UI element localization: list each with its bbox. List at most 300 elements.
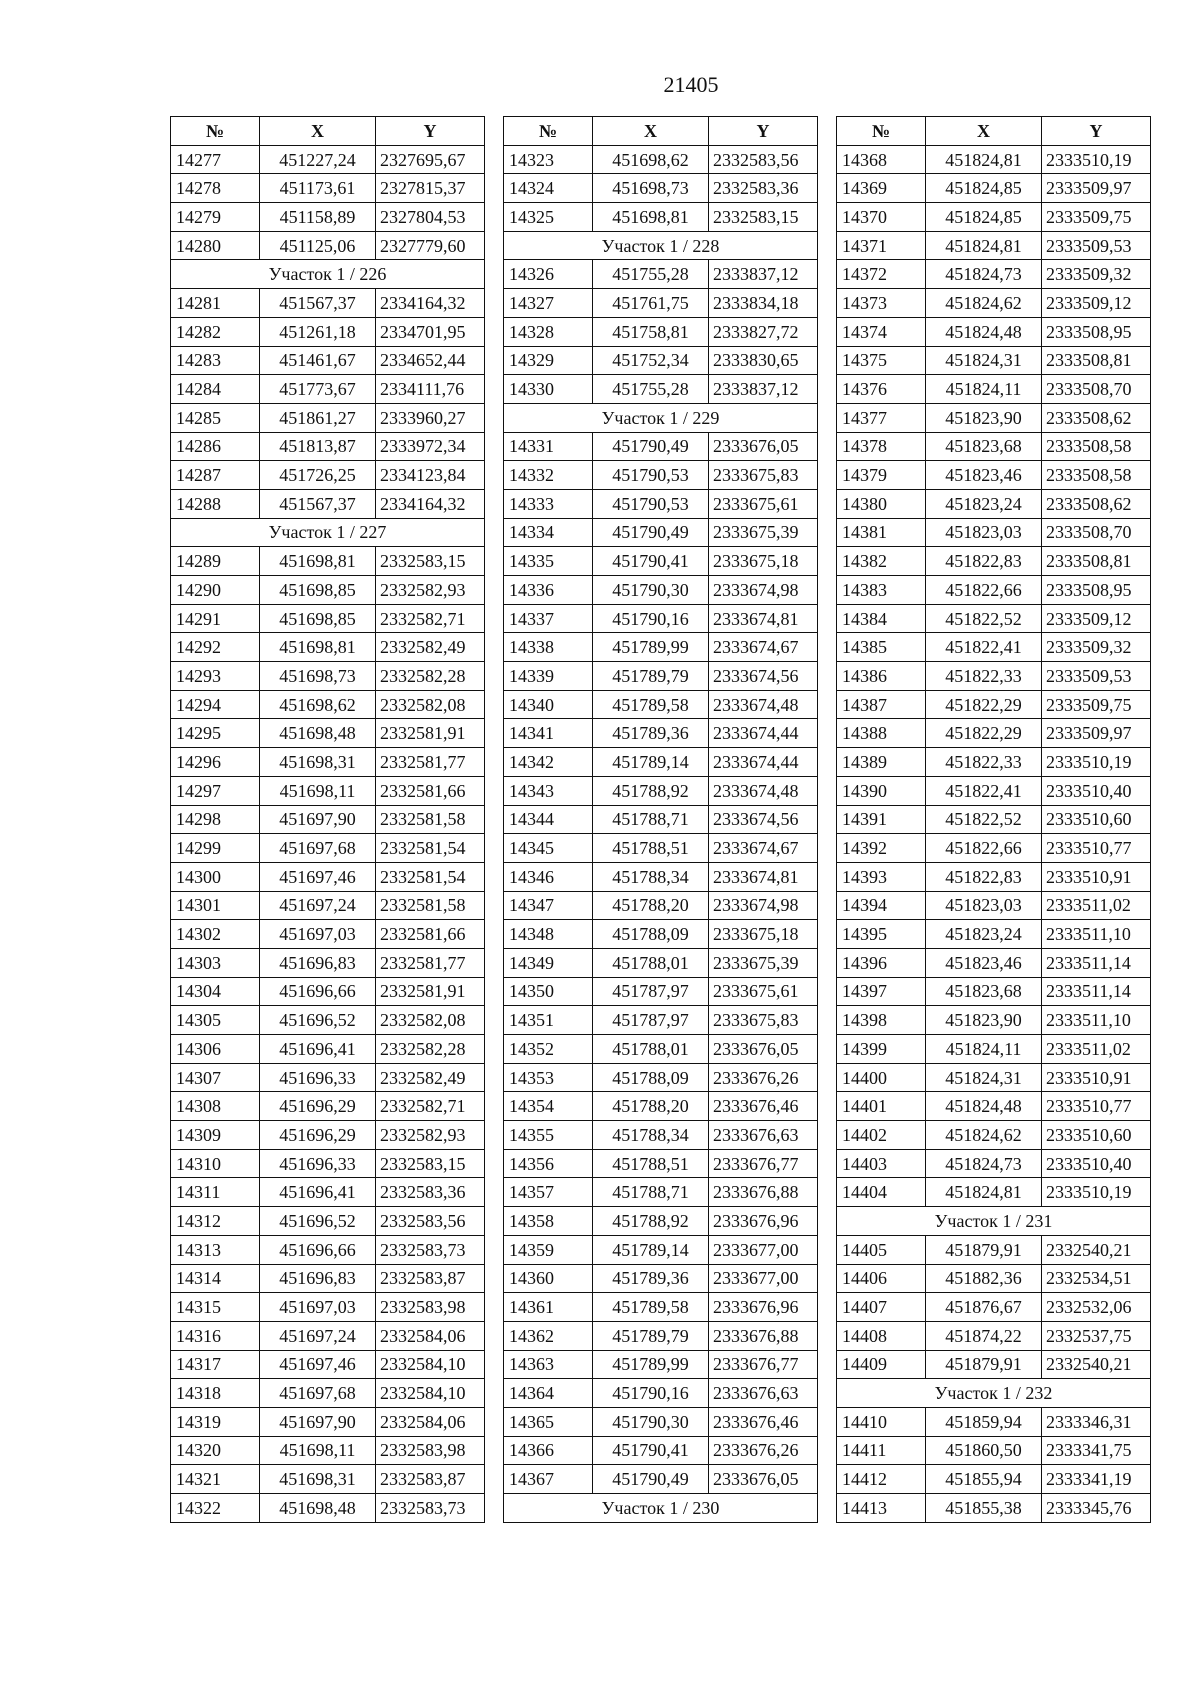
table-row bbox=[171, 776, 485, 805]
table-row bbox=[504, 1149, 818, 1178]
cell-x-coordinate: 451696,66 bbox=[260, 977, 376, 1006]
coordinates-table-2 bbox=[503, 116, 818, 1523]
cell-y-coordinate: 2333509,75 bbox=[1042, 690, 1151, 719]
cell-y-coordinate: 2334164,32 bbox=[376, 289, 485, 318]
cell-y-coordinate: 2333676,96 bbox=[709, 1293, 818, 1322]
cell-point-number: 14390 bbox=[837, 776, 926, 805]
table-row bbox=[171, 547, 485, 576]
table-row bbox=[837, 461, 1151, 490]
cell-point-number: 14409 bbox=[837, 1350, 926, 1379]
table-row bbox=[504, 518, 818, 547]
table-row bbox=[171, 145, 485, 174]
cell-x-coordinate: 451790,41 bbox=[593, 1436, 709, 1465]
cell-point-number: 14401 bbox=[837, 1092, 926, 1121]
table-row bbox=[504, 289, 818, 318]
table-row bbox=[171, 1149, 485, 1178]
cell-y-coordinate: 2333508,81 bbox=[1042, 346, 1151, 375]
cell-y-coordinate: 2333509,53 bbox=[1042, 662, 1151, 691]
cell-x-coordinate: 451859,94 bbox=[926, 1407, 1042, 1436]
cell-x-coordinate: 451822,41 bbox=[926, 776, 1042, 805]
cell-point-number: 14303 bbox=[171, 948, 260, 977]
cell-y-coordinate: 2333674,98 bbox=[709, 576, 818, 605]
cell-y-coordinate: 2333508,62 bbox=[1042, 403, 1151, 432]
cell-x-coordinate: 451824,11 bbox=[926, 1035, 1042, 1064]
cell-point-number: 14278 bbox=[171, 174, 260, 203]
cell-x-coordinate: 451788,20 bbox=[593, 1092, 709, 1121]
table-row bbox=[504, 1436, 818, 1465]
cell-y-coordinate: 2333509,12 bbox=[1042, 604, 1151, 633]
table-row bbox=[171, 690, 485, 719]
cell-y-coordinate: 2333676,05 bbox=[709, 1465, 818, 1494]
cell-point-number: 14299 bbox=[171, 834, 260, 863]
table-row bbox=[837, 1465, 1151, 1494]
section-row bbox=[504, 403, 818, 432]
cell-point-number: 14399 bbox=[837, 1035, 926, 1064]
cell-y-coordinate: 2332583,15 bbox=[376, 547, 485, 576]
cell-x-coordinate: 451696,29 bbox=[260, 1121, 376, 1150]
cell-x-coordinate: 451824,81 bbox=[926, 231, 1042, 260]
cell-x-coordinate: 451823,90 bbox=[926, 1006, 1042, 1035]
cell-y-coordinate: 2332583,15 bbox=[709, 203, 818, 232]
table-row bbox=[837, 174, 1151, 203]
cell-x-coordinate: 451788,71 bbox=[593, 1178, 709, 1207]
cell-x-coordinate: 451789,58 bbox=[593, 1293, 709, 1322]
cell-y-coordinate: 2333511,14 bbox=[1042, 948, 1151, 977]
cell-x-coordinate: 451726,25 bbox=[260, 461, 376, 490]
cell-y-coordinate: 2333510,77 bbox=[1042, 1092, 1151, 1121]
cell-x-coordinate: 451755,28 bbox=[593, 375, 709, 404]
cell-x-coordinate: 451876,67 bbox=[926, 1293, 1042, 1322]
cell-x-coordinate: 451861,27 bbox=[260, 403, 376, 432]
cell-point-number: 14363 bbox=[504, 1350, 593, 1379]
cell-point-number: 14301 bbox=[171, 891, 260, 920]
cell-y-coordinate: 2333511,10 bbox=[1042, 1006, 1151, 1035]
cell-point-number: 14384 bbox=[837, 604, 926, 633]
cell-y-coordinate: 2333676,77 bbox=[709, 1149, 818, 1178]
cell-x-coordinate: 451696,83 bbox=[260, 1264, 376, 1293]
cell-x-coordinate: 451823,46 bbox=[926, 948, 1042, 977]
cell-point-number: 14314 bbox=[171, 1264, 260, 1293]
cell-x-coordinate: 451158,89 bbox=[260, 203, 376, 232]
cell-y-coordinate: 2333508,70 bbox=[1042, 518, 1151, 547]
cell-x-coordinate: 451790,49 bbox=[593, 432, 709, 461]
cell-x-coordinate: 451698,31 bbox=[260, 1465, 376, 1494]
section-title: Участок 1 / 226 bbox=[171, 260, 485, 289]
cell-x-coordinate: 451822,33 bbox=[926, 748, 1042, 777]
table-row bbox=[837, 633, 1151, 662]
cell-y-coordinate: 2334164,32 bbox=[376, 489, 485, 518]
cell-x-coordinate: 451860,50 bbox=[926, 1436, 1042, 1465]
cell-x-coordinate: 451698,85 bbox=[260, 604, 376, 633]
cell-y-coordinate: 2333676,26 bbox=[709, 1436, 818, 1465]
cell-y-coordinate: 2332582,71 bbox=[376, 604, 485, 633]
cell-y-coordinate: 2327779,60 bbox=[376, 231, 485, 260]
table-row bbox=[837, 805, 1151, 834]
cell-x-coordinate: 451697,03 bbox=[260, 1293, 376, 1322]
cell-x-coordinate: 451823,68 bbox=[926, 432, 1042, 461]
table-row bbox=[504, 145, 818, 174]
cell-point-number: 14329 bbox=[504, 346, 593, 375]
cell-point-number: 14316 bbox=[171, 1321, 260, 1350]
cell-y-coordinate: 2332583,73 bbox=[376, 1494, 485, 1523]
cell-point-number: 14325 bbox=[504, 203, 593, 232]
cell-point-number: 14287 bbox=[171, 461, 260, 490]
cell-x-coordinate: 451567,37 bbox=[260, 489, 376, 518]
table-row bbox=[837, 1293, 1151, 1322]
cell-y-coordinate: 2332581,58 bbox=[376, 805, 485, 834]
cell-y-coordinate: 2332582,49 bbox=[376, 1063, 485, 1092]
cell-x-coordinate: 451824,31 bbox=[926, 1063, 1042, 1092]
cell-x-coordinate: 451697,90 bbox=[260, 1407, 376, 1436]
table-row bbox=[837, 1178, 1151, 1207]
cell-y-coordinate: 2333834,18 bbox=[709, 289, 818, 318]
cell-point-number: 14296 bbox=[171, 748, 260, 777]
cell-point-number: 14288 bbox=[171, 489, 260, 518]
table-row bbox=[171, 461, 485, 490]
table-row bbox=[171, 289, 485, 318]
table-row bbox=[171, 375, 485, 404]
table-row bbox=[171, 231, 485, 260]
table-row bbox=[171, 174, 485, 203]
cell-x-coordinate: 451788,09 bbox=[593, 920, 709, 949]
cell-y-coordinate: 2333510,40 bbox=[1042, 1149, 1151, 1178]
cell-y-coordinate: 2333676,88 bbox=[709, 1178, 818, 1207]
cell-point-number: 14362 bbox=[504, 1321, 593, 1350]
cell-point-number: 14402 bbox=[837, 1121, 926, 1150]
cell-y-coordinate: 2332584,06 bbox=[376, 1407, 485, 1436]
cell-point-number: 14337 bbox=[504, 604, 593, 633]
cell-x-coordinate: 451787,97 bbox=[593, 977, 709, 1006]
cell-point-number: 14294 bbox=[171, 690, 260, 719]
section-row bbox=[504, 231, 818, 260]
cell-x-coordinate: 451824,73 bbox=[926, 1149, 1042, 1178]
cell-y-coordinate: 2333510,19 bbox=[1042, 1178, 1151, 1207]
cell-point-number: 14306 bbox=[171, 1035, 260, 1064]
table-row bbox=[504, 1178, 818, 1207]
cell-point-number: 14403 bbox=[837, 1149, 926, 1178]
cell-point-number: 14319 bbox=[171, 1407, 260, 1436]
table-row bbox=[171, 662, 485, 691]
cell-x-coordinate: 451824,31 bbox=[926, 346, 1042, 375]
cell-y-coordinate: 2333508,95 bbox=[1042, 576, 1151, 605]
cell-y-coordinate: 2327815,37 bbox=[376, 174, 485, 203]
cell-point-number: 14407 bbox=[837, 1293, 926, 1322]
cell-point-number: 14373 bbox=[837, 289, 926, 318]
cell-point-number: 14285 bbox=[171, 403, 260, 432]
column-header-no: № bbox=[504, 117, 593, 146]
cell-y-coordinate: 2334111,76 bbox=[376, 375, 485, 404]
cell-y-coordinate: 2333511,02 bbox=[1042, 1035, 1151, 1064]
cell-x-coordinate: 451698,81 bbox=[593, 203, 709, 232]
table-row bbox=[837, 662, 1151, 691]
cell-x-coordinate: 451788,51 bbox=[593, 834, 709, 863]
table-row bbox=[171, 719, 485, 748]
cell-x-coordinate: 451788,51 bbox=[593, 1149, 709, 1178]
table-row bbox=[504, 1207, 818, 1236]
cell-point-number: 14279 bbox=[171, 203, 260, 232]
cell-x-coordinate: 451697,46 bbox=[260, 1350, 376, 1379]
table-row bbox=[171, 1321, 485, 1350]
cell-x-coordinate: 451824,62 bbox=[926, 1121, 1042, 1150]
table-row bbox=[504, 1264, 818, 1293]
table-row bbox=[837, 1035, 1151, 1064]
section-title: Участок 1 / 230 bbox=[504, 1494, 818, 1523]
cell-x-coordinate: 451696,29 bbox=[260, 1092, 376, 1121]
cell-y-coordinate: 2333511,14 bbox=[1042, 977, 1151, 1006]
section-row bbox=[837, 1379, 1151, 1408]
cell-point-number: 14387 bbox=[837, 690, 926, 719]
table-row bbox=[504, 948, 818, 977]
cell-y-coordinate: 2332581,66 bbox=[376, 920, 485, 949]
table-row bbox=[837, 1235, 1151, 1264]
cell-x-coordinate: 451882,36 bbox=[926, 1264, 1042, 1293]
cell-y-coordinate: 2333675,83 bbox=[709, 461, 818, 490]
cell-y-coordinate: 2333674,48 bbox=[709, 690, 818, 719]
cell-point-number: 14380 bbox=[837, 489, 926, 518]
table-row bbox=[504, 662, 818, 691]
cell-x-coordinate: 451823,24 bbox=[926, 920, 1042, 949]
cell-point-number: 14372 bbox=[837, 260, 926, 289]
cell-point-number: 14411 bbox=[837, 1436, 926, 1465]
cell-x-coordinate: 451755,28 bbox=[593, 260, 709, 289]
cell-x-coordinate: 451788,01 bbox=[593, 1035, 709, 1064]
table-row bbox=[837, 145, 1151, 174]
cell-point-number: 14310 bbox=[171, 1149, 260, 1178]
table-row bbox=[171, 948, 485, 977]
cell-point-number: 14348 bbox=[504, 920, 593, 949]
table-row bbox=[171, 604, 485, 633]
cell-point-number: 14378 bbox=[837, 432, 926, 461]
table-row bbox=[171, 203, 485, 232]
table-row bbox=[504, 862, 818, 891]
cell-x-coordinate: 451822,83 bbox=[926, 547, 1042, 576]
cell-x-coordinate: 451822,83 bbox=[926, 862, 1042, 891]
cell-y-coordinate: 2333674,56 bbox=[709, 662, 818, 691]
cell-x-coordinate: 451696,41 bbox=[260, 1178, 376, 1207]
cell-point-number: 14292 bbox=[171, 633, 260, 662]
section-title: Участок 1 / 227 bbox=[171, 518, 485, 547]
table-row bbox=[837, 891, 1151, 920]
cell-point-number: 14341 bbox=[504, 719, 593, 748]
table-row bbox=[504, 317, 818, 346]
cell-y-coordinate: 2333508,58 bbox=[1042, 432, 1151, 461]
cell-y-coordinate: 2333508,70 bbox=[1042, 375, 1151, 404]
cell-y-coordinate: 2332583,73 bbox=[376, 1235, 485, 1264]
cell-x-coordinate: 451787,97 bbox=[593, 1006, 709, 1035]
table-row bbox=[171, 432, 485, 461]
cell-point-number: 14360 bbox=[504, 1264, 593, 1293]
cell-point-number: 14392 bbox=[837, 834, 926, 863]
cell-x-coordinate: 451697,24 bbox=[260, 891, 376, 920]
cell-point-number: 14321 bbox=[171, 1465, 260, 1494]
cell-y-coordinate: 2333508,95 bbox=[1042, 317, 1151, 346]
table-row bbox=[837, 518, 1151, 547]
cell-y-coordinate: 2333510,77 bbox=[1042, 834, 1151, 863]
table-row bbox=[504, 891, 818, 920]
column-header-y: Y bbox=[709, 117, 818, 146]
table-row bbox=[837, 920, 1151, 949]
cell-y-coordinate: 2333675,18 bbox=[709, 547, 818, 576]
cell-y-coordinate: 2333675,39 bbox=[709, 518, 818, 547]
table-row bbox=[504, 260, 818, 289]
cell-x-coordinate: 451752,34 bbox=[593, 346, 709, 375]
table-row bbox=[504, 203, 818, 232]
cell-y-coordinate: 2333341,75 bbox=[1042, 1436, 1151, 1465]
cell-x-coordinate: 451697,03 bbox=[260, 920, 376, 949]
cell-x-coordinate: 451822,66 bbox=[926, 576, 1042, 605]
cell-y-coordinate: 2333837,12 bbox=[709, 375, 818, 404]
cell-x-coordinate: 451698,48 bbox=[260, 719, 376, 748]
cell-point-number: 14283 bbox=[171, 346, 260, 375]
cell-y-coordinate: 2332582,93 bbox=[376, 576, 485, 605]
cell-point-number: 14333 bbox=[504, 489, 593, 518]
cell-y-coordinate: 2332582,08 bbox=[376, 690, 485, 719]
cell-y-coordinate: 2333675,83 bbox=[709, 1006, 818, 1035]
cell-y-coordinate: 2333676,88 bbox=[709, 1321, 818, 1350]
column-header-x: X bbox=[593, 117, 709, 146]
cell-y-coordinate: 2333674,81 bbox=[709, 604, 818, 633]
table-row bbox=[837, 719, 1151, 748]
cell-point-number: 14412 bbox=[837, 1465, 926, 1494]
cell-x-coordinate: 451789,58 bbox=[593, 690, 709, 719]
cell-point-number: 14405 bbox=[837, 1235, 926, 1264]
cell-point-number: 14355 bbox=[504, 1121, 593, 1150]
cell-x-coordinate: 451790,49 bbox=[593, 1465, 709, 1494]
cell-y-coordinate: 2333676,63 bbox=[709, 1379, 818, 1408]
table-row bbox=[504, 1235, 818, 1264]
cell-x-coordinate: 451789,14 bbox=[593, 1235, 709, 1264]
table-row bbox=[837, 1407, 1151, 1436]
cell-point-number: 14281 bbox=[171, 289, 260, 318]
cell-point-number: 14381 bbox=[837, 518, 926, 547]
cell-point-number: 14324 bbox=[504, 174, 593, 203]
section-title: Участок 1 / 229 bbox=[504, 403, 818, 432]
table-row bbox=[504, 1092, 818, 1121]
cell-point-number: 14406 bbox=[837, 1264, 926, 1293]
cell-x-coordinate: 451773,67 bbox=[260, 375, 376, 404]
cell-y-coordinate: 2332581,77 bbox=[376, 748, 485, 777]
cell-y-coordinate: 2333676,46 bbox=[709, 1407, 818, 1436]
cell-y-coordinate: 2332583,56 bbox=[376, 1207, 485, 1236]
cell-y-coordinate: 2333510,91 bbox=[1042, 862, 1151, 891]
table-row bbox=[837, 203, 1151, 232]
table-row bbox=[837, 604, 1151, 633]
table-row bbox=[171, 1436, 485, 1465]
cell-point-number: 14302 bbox=[171, 920, 260, 949]
cell-x-coordinate: 451813,87 bbox=[260, 432, 376, 461]
cell-point-number: 14396 bbox=[837, 948, 926, 977]
cell-point-number: 14332 bbox=[504, 461, 593, 490]
table-row bbox=[171, 1121, 485, 1150]
cell-y-coordinate: 2332582,28 bbox=[376, 1035, 485, 1064]
cell-point-number: 14277 bbox=[171, 145, 260, 174]
cell-y-coordinate: 2332581,91 bbox=[376, 977, 485, 1006]
cell-point-number: 14410 bbox=[837, 1407, 926, 1436]
cell-x-coordinate: 451698,73 bbox=[260, 662, 376, 691]
cell-y-coordinate: 2333511,02 bbox=[1042, 891, 1151, 920]
cell-point-number: 14382 bbox=[837, 547, 926, 576]
table-row bbox=[504, 748, 818, 777]
cell-x-coordinate: 451761,75 bbox=[593, 289, 709, 318]
cell-x-coordinate: 451461,67 bbox=[260, 346, 376, 375]
cell-x-coordinate: 451822,52 bbox=[926, 604, 1042, 633]
cell-y-coordinate: 2334701,95 bbox=[376, 317, 485, 346]
cell-point-number: 14284 bbox=[171, 375, 260, 404]
cell-point-number: 14398 bbox=[837, 1006, 926, 1035]
cell-y-coordinate: 2332583,15 bbox=[376, 1149, 485, 1178]
table-row bbox=[837, 375, 1151, 404]
cell-y-coordinate: 2332534,51 bbox=[1042, 1264, 1151, 1293]
cell-y-coordinate: 2333837,12 bbox=[709, 260, 818, 289]
cell-x-coordinate: 451790,49 bbox=[593, 518, 709, 547]
cell-point-number: 14308 bbox=[171, 1092, 260, 1121]
table-row bbox=[837, 1149, 1151, 1178]
cell-y-coordinate: 2332532,06 bbox=[1042, 1293, 1151, 1322]
cell-x-coordinate: 451698,62 bbox=[593, 145, 709, 174]
cell-x-coordinate: 451822,33 bbox=[926, 662, 1042, 691]
cell-point-number: 14397 bbox=[837, 977, 926, 1006]
cell-point-number: 14352 bbox=[504, 1035, 593, 1064]
cell-x-coordinate: 451822,52 bbox=[926, 805, 1042, 834]
cell-y-coordinate: 2332582,71 bbox=[376, 1092, 485, 1121]
cell-x-coordinate: 451824,81 bbox=[926, 145, 1042, 174]
cell-y-coordinate: 2333676,05 bbox=[709, 432, 818, 461]
cell-x-coordinate: 451758,81 bbox=[593, 317, 709, 346]
table-row bbox=[171, 1379, 485, 1408]
cell-point-number: 14307 bbox=[171, 1063, 260, 1092]
cell-y-coordinate: 2332583,87 bbox=[376, 1465, 485, 1494]
table-row bbox=[171, 1092, 485, 1121]
table-row bbox=[171, 834, 485, 863]
cell-x-coordinate: 451790,30 bbox=[593, 1407, 709, 1436]
cell-y-coordinate: 2332581,58 bbox=[376, 891, 485, 920]
cell-x-coordinate: 451879,91 bbox=[926, 1350, 1042, 1379]
cell-y-coordinate: 2327695,67 bbox=[376, 145, 485, 174]
cell-x-coordinate: 451790,30 bbox=[593, 576, 709, 605]
cell-point-number: 14315 bbox=[171, 1293, 260, 1322]
cell-y-coordinate: 2333674,56 bbox=[709, 805, 818, 834]
table-row bbox=[837, 346, 1151, 375]
cell-y-coordinate: 2333341,19 bbox=[1042, 1465, 1151, 1494]
cell-x-coordinate: 451789,36 bbox=[593, 719, 709, 748]
cell-point-number: 14404 bbox=[837, 1178, 926, 1207]
cell-x-coordinate: 451788,34 bbox=[593, 1121, 709, 1150]
cell-x-coordinate: 451696,52 bbox=[260, 1006, 376, 1035]
cell-x-coordinate: 451824,11 bbox=[926, 375, 1042, 404]
section-title: Участок 1 / 228 bbox=[504, 231, 818, 260]
table-row bbox=[171, 891, 485, 920]
table-row bbox=[837, 576, 1151, 605]
table-row bbox=[504, 346, 818, 375]
cell-x-coordinate: 451261,18 bbox=[260, 317, 376, 346]
cell-point-number: 14366 bbox=[504, 1436, 593, 1465]
cell-x-coordinate: 451698,31 bbox=[260, 748, 376, 777]
cell-point-number: 14393 bbox=[837, 862, 926, 891]
table-row bbox=[171, 1207, 485, 1236]
cell-y-coordinate: 2332584,10 bbox=[376, 1350, 485, 1379]
table-row bbox=[837, 1436, 1151, 1465]
cell-x-coordinate: 451698,73 bbox=[593, 174, 709, 203]
table-row bbox=[504, 604, 818, 633]
table-row bbox=[171, 805, 485, 834]
cell-point-number: 14342 bbox=[504, 748, 593, 777]
table-header-row bbox=[171, 117, 485, 146]
cell-y-coordinate: 2333509,75 bbox=[1042, 203, 1151, 232]
cell-y-coordinate: 2333674,98 bbox=[709, 891, 818, 920]
cell-point-number: 14282 bbox=[171, 317, 260, 346]
cell-point-number: 14368 bbox=[837, 145, 926, 174]
cell-point-number: 14367 bbox=[504, 1465, 593, 1494]
